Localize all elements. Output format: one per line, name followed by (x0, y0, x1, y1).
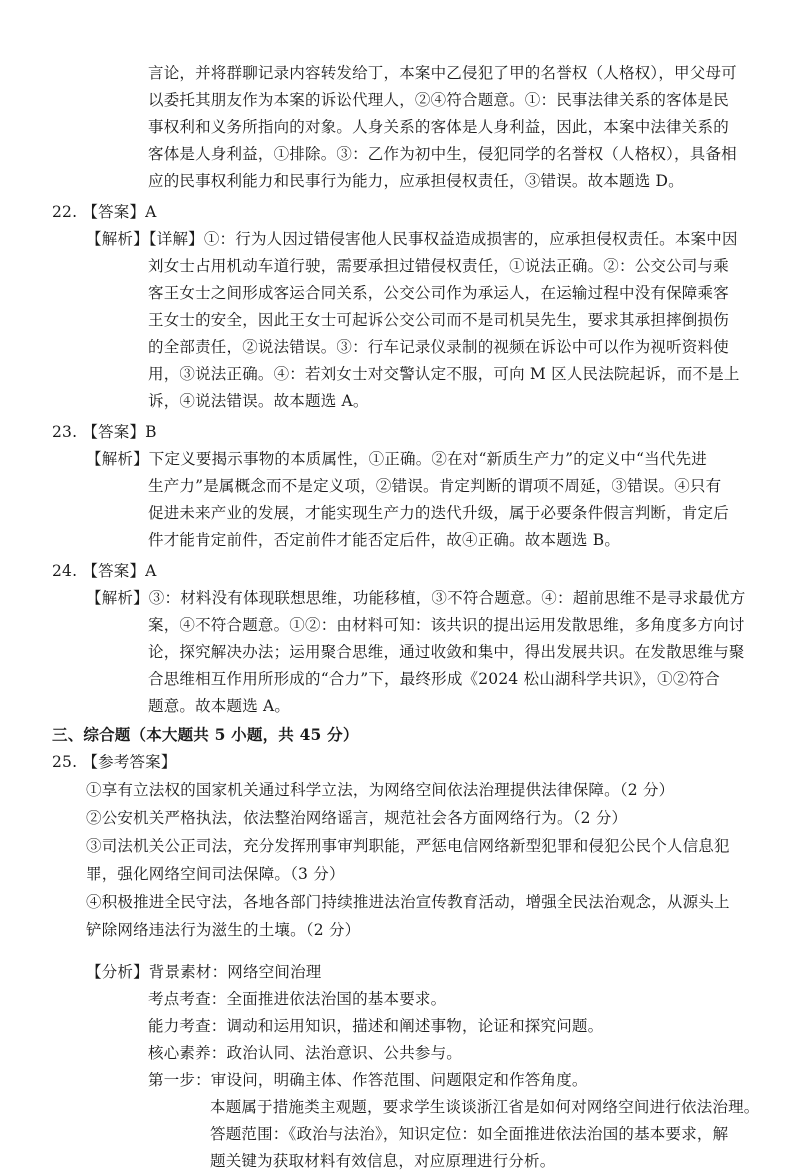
q25-answer-line: ③司法机关公正司法，充分发挥刑事审判职能，严惩电信网络新型犯罪和侵犯公民个人信息犯 (86, 837, 730, 855)
q25-reference-answer: 25. 【参考答案】 (52, 753, 177, 771)
q24-analysis-line: 题意。故本题选 A。 (148, 697, 291, 715)
q25-answer-line: 铲除网络违法行为滋生的土壤。（2 分） (86, 921, 361, 939)
q21-continuation-line: 言论，并将群聊记录内容转发给丁，本案中乙侵犯了甲的名誉权（人格权），甲父母可 (148, 64, 737, 82)
q24-analysis-line: 合思维相互作用所形成的“合力”下，最终形成《2024 松山湖科学共识》，①②符合 (148, 670, 720, 688)
q25-answer-line: ④积极推进全民守法，各地各部门持续推进法治宣传教育活动，增强全民法治观念，从源头上 (86, 893, 730, 911)
q22-analysis-line: 用，③说法正确。④：若刘女士对交警认定不服，可向 M 区人民法院起诉，而不是上 (148, 365, 740, 383)
q21-continuation-line: 应的民事权利能力和民事行为能力，应承担侵权责任，③错误。故本题选 D。 (148, 172, 684, 190)
q25-analysis-line: 第一步：审设问，明确主体、作答范围、问题限定和作答角度。 (148, 1071, 588, 1089)
q23-analysis-line: 生产力”是属概念而不是定义项，②错误。肯定判断的谓项不周延，③错误。④只有 (148, 477, 722, 495)
q25-answer-line: 罪，强化网络空间司法保障。（3 分） (86, 865, 345, 883)
q24-analysis-line: 论，探究解决办法；运用聚合思维，通过收敛和集中，得出发展共识。在发散思维与聚 (148, 643, 745, 661)
q21-continuation-line: 事权利和义务所指向的对象。人身关系的客体是人身利益，因此，本案中法律关系的 (148, 118, 729, 136)
section-3-title: 三、综合题（本大题共 5 小题，共 45 分） (52, 725, 359, 744)
q21-continuation-line: 客体是人身利益，①排除。③：乙作为初中生，侵犯同学的名誉权（人格权），具备相 (148, 145, 737, 163)
q21-continuation-line: 以委托其朋友作为本案的诉讼代理人，②④符合题意。①：民事法律关系的客体是民 (148, 91, 729, 109)
q25-analysis-line: 能力考查：调动和运用知识，描述和阐述事物，论证和探究问题。 (148, 1017, 604, 1035)
q23-analysis-line: 件才能肯定前件，否定前件才能否定后件，故④正确。故本题选 B。 (148, 531, 621, 549)
q25-answer-line: ①享有立法权的国家机关通过科学立法，为网络空间依法治理提供法律保障。（2 分） (86, 781, 675, 799)
q22-analysis-line: 刘女士占用机动车道行驶，需要承担过错侵权责任，①说法正确。②：公交公司与乘 (148, 257, 729, 275)
q25-analysis-line: 核心素养：政治认同、法治意识、公共参与。 (148, 1044, 463, 1062)
q23-analysis-line: 促进未来产业的发展，才能实现生产力的迭代升级，属于必要条件假言判断，肯定后 (148, 504, 729, 522)
q24-analysis-line: 案，④不符合题意。①②：由材料可知：该共识的提出运用发散思维，多角度多方向讨 (148, 616, 745, 634)
q22-analysis-line: 王女士的安全，因此王女士可起诉公交公司而不是司机吴先生，要求其承担摔倒损伤 (148, 311, 729, 329)
q25-answer-line: ②公安机关严格执法，依法整治网络谣言，规范社会各方面网络行为。（2 分） (86, 809, 628, 827)
q23-answer: 23. 【答案】B (52, 423, 157, 441)
q25-analysis-line: 答题范围：《政治与法治》，知识定位：如全面推进依法治国的基本要求，解 (210, 1125, 729, 1143)
q25-analysis-line: 考点考查：全面推进依法治国的基本要求。 (148, 990, 447, 1008)
q24-analysis-line: 【解析】③：材料没有体现联想思维，功能移植，③不符合题意。④：超前思维不是寻求最优方 (86, 589, 746, 607)
q23-analysis-line: 【解析】下定义要揭示事物的本质属性，①正确。②在对“新质生产力”的定义中“当代先进 (86, 450, 707, 468)
q25-analysis-heading: 【分析】背景素材：网络空间治理 (86, 963, 322, 981)
q22-analysis-line: 的全部责任，②说法错误。③：行车记录仪录制的视频在诉讼中可以作为视听资料使 (148, 338, 729, 356)
q22-analysis-line: 诉，④说法错误。故本题选 A。 (148, 392, 369, 410)
q25-analysis-line: 题关键为获取材料有效信息，对应原理进行分析。 (210, 1152, 556, 1170)
q25-analysis-line: 本题属于措施类主观题，要求学生谈谈浙江省是如何对网络空间进行依法治理。 (210, 1098, 760, 1116)
q22-analysis-line: 【解析】【详解】①：行为人因过错侵害他人民事权益造成损害的，应承担侵权责任。本案中因 (86, 230, 738, 248)
q22-analysis-line: 客王女士之间形成客运合同关系，公交公司作为承运人，在运输过程中没有保障乘客 (148, 284, 729, 302)
q22-answer: 22. 【答案】A (52, 203, 157, 221)
q24-answer: 24. 【答案】A (52, 562, 157, 580)
